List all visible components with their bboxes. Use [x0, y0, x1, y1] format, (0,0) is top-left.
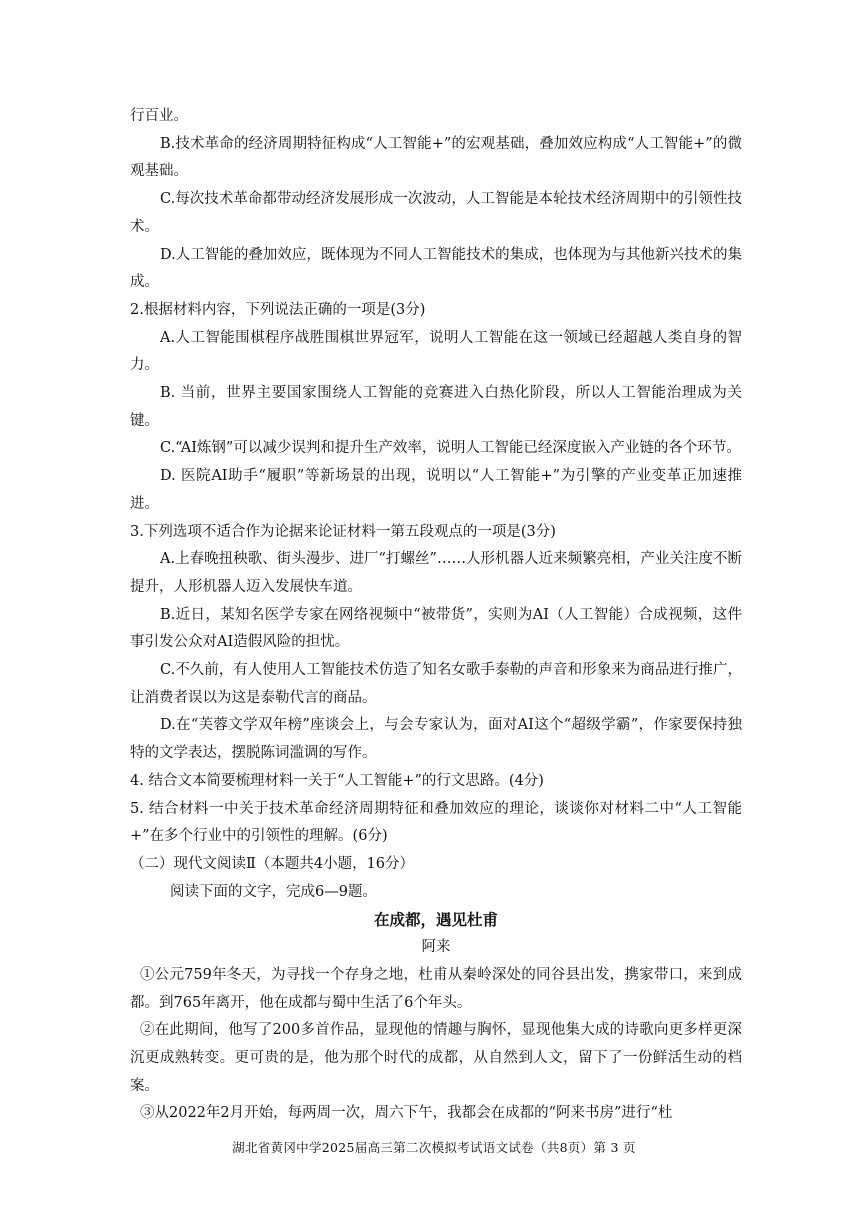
article-author: 阿来 [421, 939, 451, 956]
article-title: 在成都，遇见杜甫 [373, 910, 498, 930]
page-footer: 湖北省黄冈中学2025届高三第二次模拟考试语文试卷（共8页）第 3 页 [232, 1140, 636, 1155]
page-content [130, 103, 742, 1128]
text-line: 行百业。 [130, 108, 188, 124]
option-a: A.人工智能围棋程序战胜围棋世界冠军，说明人工智能在这一领域已经超越人类自身的智力。 [130, 329, 742, 374]
option-c: C.不久前，有人使用人工智能技术仿造了知名女歌手泰勒的声音和形象来为商品进行推广，让消费者误以为这是泰勒代言的商品。 [130, 662, 742, 706]
option-d: D.人工智能的叠加效应，既体现为不同人工智能技术的集成，也体现为与其他新兴技术的集成。 [130, 246, 742, 291]
option-c: C.“AI炼钢”可以减少误判和提升生产效率，说明人工智能已经深度嵌入产业链的各个环节。 [160, 440, 741, 457]
reading-instruction: 阅读下面的文字，完成6—9题。 [170, 883, 377, 900]
question-3: 3.下列选项不适合作为论据来论证材料一第五段观点的一项是(3分) [130, 523, 556, 540]
option-a: A.上春晚扭秧歌、街头漫步、进厂“打螺丝”……人形机器人近来频繁亮相，产业关注度不断提升，人形机器人迈入发展快车道。 [130, 551, 742, 595]
question-5: 5. 结合材料一中关于技术革命经济周期特征和叠加效应的理论，谈谈你对材料二中“人工智能+”在多个行业中的引领性的理解。(6分) [130, 800, 742, 845]
option-b: B.技术革命的经济周期特征构成“人工智能+”的宏观基础，叠加效应构成“人工智能+”的微观基础。 [130, 135, 742, 180]
option-c: C.每次技术革命都带动经济发展形成一次波动，人工智能是本轮技术经济周期中的引领性技术。 [130, 191, 742, 235]
article-paragraph-3: ③从2022年2月开始，每两周一次，周六下午，我都会在成都的“阿来书房”进行“杜 [140, 1105, 673, 1122]
option-d: D.在“芙蓉文学双年榜”座谈会上，与会专家认为，面对AI这个“超级学霸”，作家要保持独特的文学表达，摆脱陈词滥调的写作。 [130, 717, 742, 762]
article-paragraph-2: ②在此期间，他写了200多首作品，显现他的情趣与胸怀，显现他集大成的诗歌向更多样更深沉更成熟转变。更可贵的是，他为那个时代的成都，从自然到人文，留下了一份鲜活生动的档案。 [130, 1022, 742, 1094]
option-b: B.近日，某知名医学专家在网络视频中“被带货”，实则为AI（人工智能）合成视频，这件事引发公众对AI造假风险的担忧。 [130, 606, 742, 651]
option-b: B. 当前，世界主要国家围绕人工智能的竞赛进入白热化阶段，所以人工智能治理成为关键。 [130, 385, 742, 429]
question-4: 4. 结合文本简要梳理材料一关于“人工智能+”的行文思路。(4分) [130, 772, 544, 789]
option-d: D. 医院AI助手“履职”等新场景的出现，说明以“人工智能+”为引擎的产业变革正加速推进。 [130, 468, 742, 512]
question-2: 2.根据材料内容，下列说法正确的一项是(3分) [130, 301, 426, 318]
article-paragraph-1: ①公元759年冬天，为寻找一个存身之地，杜甫从秦岭深处的同谷县出发，携家带口，来到成都。到765年离开，他在成都与蜀中生活了6个年头。 [130, 966, 742, 1011]
section-heading: （二）现代文阅读Ⅱ（本题共4小题，16分） [130, 855, 415, 872]
